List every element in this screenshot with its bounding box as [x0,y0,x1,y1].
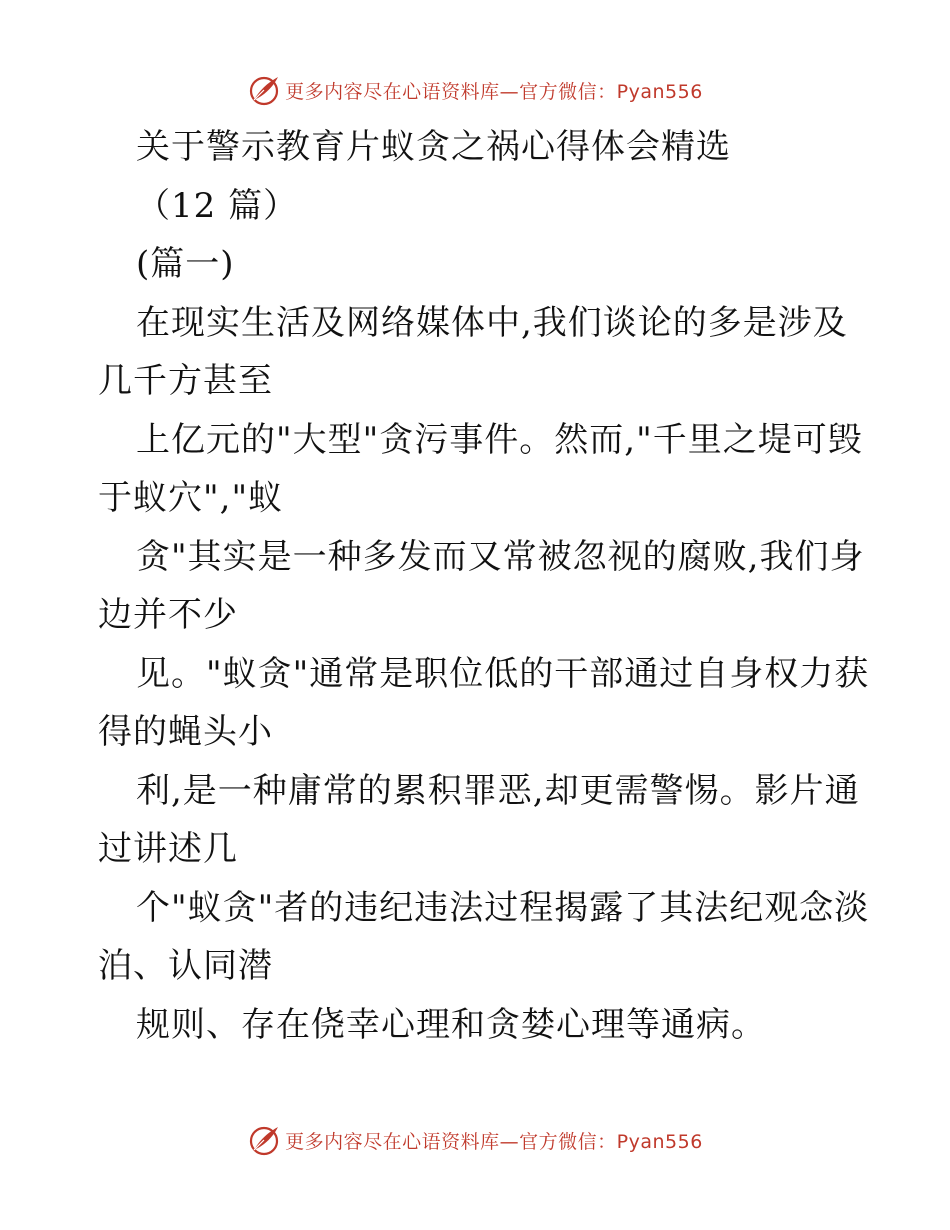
paragraph-line: 利,是一种庸常的累积罪恶,却更需警惕。影片通 [136,770,860,811]
paragraph-line: 贪"其实是一种多发而又常被忽视的腐败,我们身 [136,536,865,577]
paragraph-line: 边并不少 [98,595,238,635]
paragraph-line: 规则、存在侥幸心理和贪婪心理等通病。 [136,1004,766,1045]
footer-banner [0,1120,950,1160]
paragraph-line: 过讲述几 [98,829,238,869]
paragraph-line: 于蚁穴","蚁 [98,478,284,518]
section-label: (篇一) [136,244,235,284]
footer-banner-text: 更多内容尽在心语资料库—官方微信：Pyan556 [285,1130,703,1153]
feather-pen-logo-icon [247,1123,281,1157]
document-body [98,118,870,1054]
document-count: （12 篇） [136,185,299,226]
paragraph-line: 几千方甚至 [98,361,273,401]
header-banner-text: 更多内容尽在心语资料库—官方微信：Pyan556 [285,80,703,103]
paragraph-line: 个"蚁贪"者的违纪违法过程揭露了其法纪观念淡 [136,887,870,928]
header-banner [0,70,950,110]
paragraph-line: 在现实生活及网络媒体中,我们谈论的多是涉及 [136,302,848,343]
paragraph-line: 得的蝇头小 [98,712,273,752]
feather-pen-logo-icon [247,73,281,107]
document-title: 关于警示教育片蚁贪之祸心得体会精选 [136,127,731,167]
paragraph-line: 见。"蚁贪"通常是职位低的干部通过自身权力获 [136,653,870,694]
paragraph-line: 上亿元的"大型"贪污事件。然而,"千里之堤可毁 [136,419,863,460]
paragraph-line: 泊、认同潜 [98,946,273,986]
